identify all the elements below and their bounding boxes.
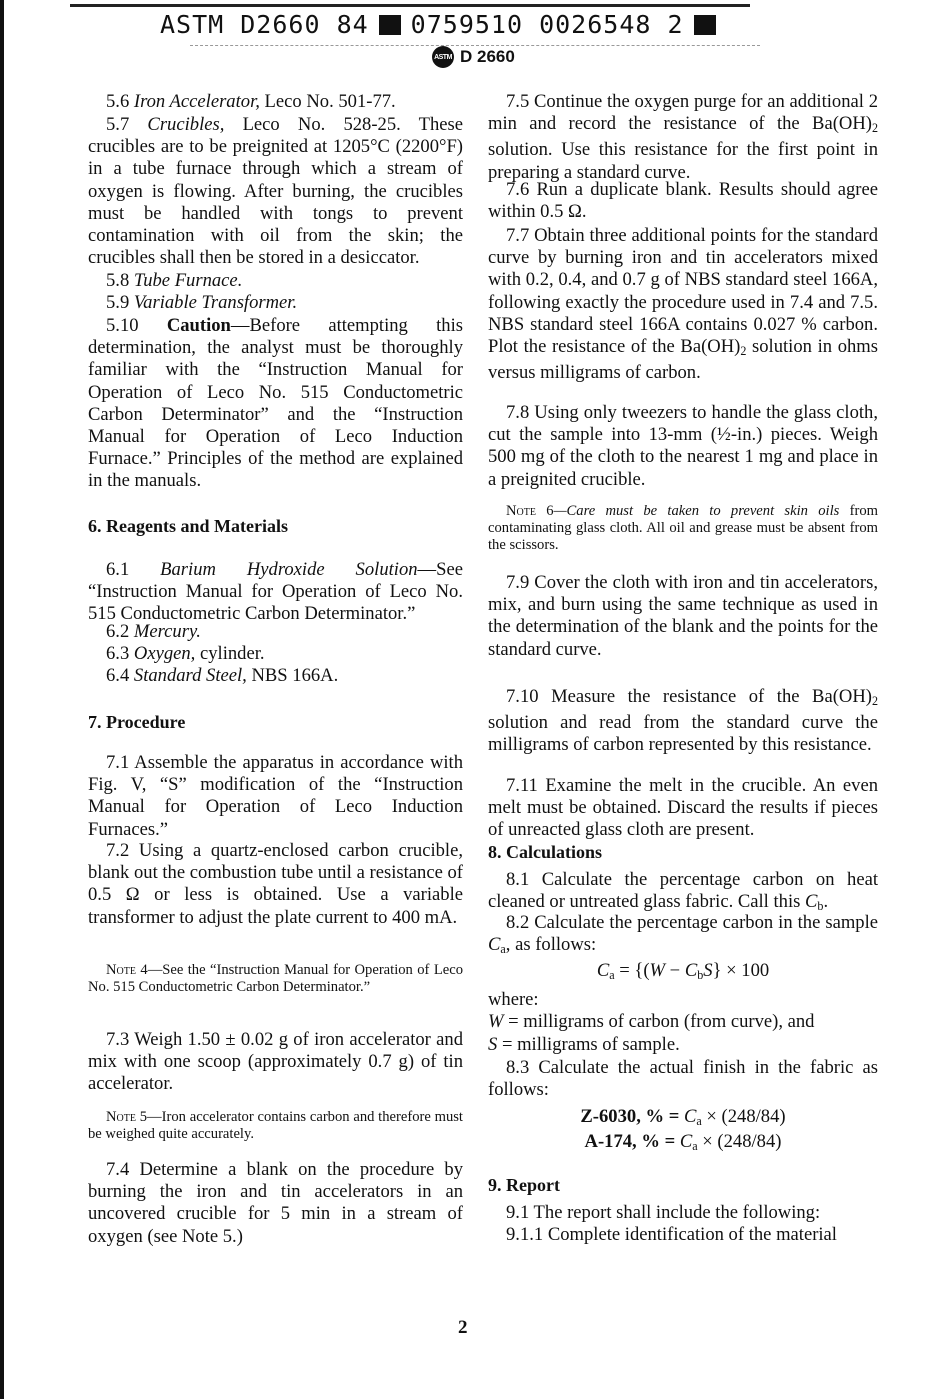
- text-run: C: [805, 891, 818, 913]
- text-run: Mercury.: [133, 621, 201, 642]
- text-run: solution in ohms versus milligrams of carbon.: [488, 336, 878, 384]
- text-run: W: [649, 960, 666, 981]
- text-run: 7.9 Cover the cloth with iron and tin accelerators, mix, and burn using the same technique as used in the determination of the blank and the points for the standard curve.: [488, 572, 878, 660]
- text-run: 2: [871, 121, 878, 136]
- text-run: 8.2 Calculate the percentage carbon in the sample: [506, 912, 878, 933]
- text-run: 7.1 Assemble the apparatus in accordance with Fig. V, “S” modification of the “Instruction Manual for Operation of Leco Induction Furnaces.”: [88, 752, 463, 840]
- top-rule: [70, 4, 750, 7]
- text-run: × (248/84): [701, 1106, 786, 1127]
- paragraph: [488, 225, 878, 384]
- paragraph: [88, 1159, 463, 1248]
- text-run: NBS 166A.: [246, 665, 339, 686]
- text-run: 8.1 Calculate the percentage carbon on heat cleaned or untreated glass fabric. Call this: [488, 869, 878, 913]
- paragraph: [488, 572, 878, 661]
- text-run: 5.6: [106, 91, 134, 112]
- paragraph: [88, 1029, 463, 1096]
- text-run: 9.1.1 Complete identification of the material: [506, 1224, 837, 1245]
- header-stamp: [160, 10, 726, 39]
- text-run: } × 100: [712, 960, 770, 981]
- text-run: 7.7 Obtain three additional points for the standard curve by burning iron and tin accelerators mixed with 0.2, 0.4, and 0.7 g of NBS standard steel 166A, following exactly the procedure used in 7.4 and 7.5. NBS standard steel 166A contains 0.027 % carbon. Plot the resistance of the Ba(OH): [488, 225, 878, 358]
- text-run: a: [696, 1114, 702, 1129]
- text-run: = milligrams of carbon (from curve), and: [503, 1011, 815, 1032]
- paragraph: [88, 665, 463, 687]
- text-run: b: [817, 899, 824, 914]
- formula: [488, 1131, 878, 1157]
- text-run: where:: [488, 989, 539, 1010]
- text-run: 7.5 Continue the oxygen purge for an additional 2 min and record the resistance of the Ba(OH): [488, 91, 878, 135]
- text-run: Oxygen,: [133, 643, 196, 664]
- designation: D 2660: [460, 47, 515, 66]
- text-run: —Care must be taken to prevent skin oils: [553, 503, 840, 519]
- text-run: —See “Instruction Manual for Operation of Leco No. 515 Conductometric Carbon Determinator.”: [88, 559, 463, 625]
- paragraph: [488, 869, 878, 917]
- stamp-text-1: ASTM D2660 84: [160, 10, 369, 39]
- text-run: 2: [740, 344, 747, 359]
- paragraph: [88, 292, 463, 314]
- text-run: 5.10: [106, 315, 167, 336]
- paragraph: [88, 114, 463, 269]
- note: [88, 1109, 463, 1143]
- paragraph: [88, 270, 463, 292]
- text-run: 9. Report: [488, 1175, 560, 1195]
- section-heading: [88, 711, 463, 733]
- section-heading: [488, 841, 878, 863]
- text-run: Tube Furnace.: [133, 270, 243, 291]
- text-run: Note 5: [106, 1109, 148, 1125]
- text-run: solution. Use this resistance for the first point in preparing a standard curve.: [488, 139, 878, 183]
- text-run: 7.4 Determine a blank on the procedure by burning the iron and tin accelerators in an uncovered crucible for 5 min in a stream of oxygen (see Note 5.): [88, 1159, 463, 1247]
- paragraph: [88, 621, 463, 643]
- text-run: 7.6 Run a duplicate blank. Results should agree within 0.5 Ω.: [488, 179, 878, 223]
- stamp-block-mark: [379, 15, 401, 35]
- text-run: C: [679, 1131, 693, 1152]
- text-run: C: [683, 1106, 697, 1127]
- section-heading: [88, 515, 463, 537]
- text-run: = milligrams of sample.: [497, 1034, 680, 1055]
- text-run: cylinder.: [195, 643, 265, 664]
- text-run: a: [500, 942, 506, 957]
- text-run: .: [823, 891, 829, 913]
- text-run: Note 4: [106, 962, 148, 978]
- text-run: 9.1 The report shall include the following:: [506, 1202, 821, 1223]
- text-run: × (248/84): [697, 1131, 782, 1152]
- text-run: —Iron accelerator contains carbon and therefore must be weighed quite accurately.: [88, 1109, 463, 1142]
- running-header: [432, 46, 515, 68]
- text-run: 5.7: [106, 114, 148, 135]
- text-run: 7.10 Measure the resistance of the Ba(OH): [506, 686, 872, 707]
- text-run: 8.3 Calculate the actual finish in the fabric as follows:: [488, 1057, 878, 1101]
- text-run: Leco No. 528-25. These crucibles are to be preignited at 1205°C (2200°F) in a tube furnace through which a stream of oxygen is flowing. After burning, the crucibles must be handled with tongs to prevent contamination with oil from the skin; the crucibles shall then be stored in a desiccator.: [88, 114, 464, 269]
- text-run: C: [684, 960, 698, 981]
- text-run: 7.3 Weigh 1.50 ± 0.02 g of iron accelerator and mix with one scoop (approximately 0.7 g) of tin accelerator.: [88, 1029, 463, 1095]
- text-run: A-174, % =: [584, 1131, 680, 1152]
- text-run: solution and read from the standard curve the milligrams of carbon represented by this resistance.: [488, 712, 878, 756]
- paragraph: [88, 840, 463, 929]
- text-run: 2: [871, 694, 878, 709]
- text-run: 5.9: [106, 292, 134, 313]
- paragraph: [488, 1011, 878, 1033]
- text-run: W: [488, 1011, 504, 1032]
- text-run: Iron Accelerator,: [133, 91, 260, 112]
- paragraph: [488, 91, 878, 184]
- text-run: 7.8 Using only tweezers to handle the glass cloth, cut the sample into 13-mm (½-in.) pieces. Weigh 500 mg of the cloth to the nearest 1 mg and place in a preignited crucible.: [488, 402, 878, 490]
- stamp-block-mark: [694, 15, 716, 35]
- text-run: 7. Procedure: [88, 712, 186, 732]
- text-run: 6.2: [106, 621, 134, 642]
- paragraph: [88, 91, 463, 113]
- text-run: S: [488, 1034, 498, 1055]
- paragraph: [488, 912, 878, 960]
- text-run: 6.4: [106, 665, 134, 686]
- text-run: 8. Calculations: [488, 842, 603, 862]
- formula: [488, 1106, 878, 1132]
- text-run: a: [692, 1139, 698, 1154]
- paragraph: [488, 179, 878, 223]
- text-run: b: [697, 968, 704, 983]
- text-run: C: [488, 934, 501, 956]
- paragraph: [88, 643, 463, 665]
- paragraph: [488, 1224, 878, 1246]
- paragraph: [88, 752, 463, 841]
- text-run: 7.2 Using a quartz-enclosed carbon crucible, blank out the combustion tube until a resistance of 0.5 Ω or less is obtained. Use a variable transformer to adjust the plate current to 400 mA.: [88, 840, 463, 928]
- note: [88, 962, 463, 996]
- stamp-text-2: 0759510 0026548 2: [410, 10, 684, 39]
- text-run: S: [703, 960, 713, 981]
- paragraph: [488, 775, 878, 842]
- paragraph: [488, 1057, 878, 1101]
- page-number: 2: [458, 1317, 468, 1338]
- text-run: Z-6030, % =: [580, 1106, 684, 1127]
- text-run: −: [665, 960, 685, 981]
- text-run: a: [609, 968, 615, 983]
- text-run: Barium Hydroxide Solution: [160, 559, 418, 580]
- text-run: from contaminating glass cloth. All oil and grease must be absent from the scissors.: [488, 503, 878, 553]
- text-run: Caution: [166, 315, 231, 336]
- paragraph: [488, 402, 878, 491]
- text-run: Leco No. 501-77.: [259, 91, 396, 112]
- text-run: 6. Reagents and Materials: [88, 516, 288, 536]
- text-run: Crucibles,: [147, 114, 225, 135]
- paragraph: [488, 989, 878, 1011]
- text-run: 5.8: [106, 270, 134, 291]
- text-run: , as follows:: [505, 934, 597, 956]
- text-run: Standard Steel,: [133, 665, 247, 686]
- text-run: 6.3: [106, 643, 134, 664]
- text-run: —See the “Instruction Manual for Operation of Leco No. 515 Conductometric Carbon Determinator.”: [88, 962, 463, 995]
- paragraph: [488, 1202, 878, 1224]
- formula: [488, 960, 878, 986]
- text-run: Variable Transformer.: [133, 292, 298, 313]
- paragraph: [488, 1034, 878, 1056]
- text-run: —Before attempting this determination, the analyst must be thoroughly familiar with the “Instruction Manual for Operation of Leco No. 515 Conductometric Carbon Determinator” and the “Instruction Manual for Operation of Leco Induction Furnace.” Principles of the method are explained in the manuals.: [88, 315, 463, 492]
- section-heading: [488, 1174, 878, 1196]
- text-run: Note 6: [506, 503, 554, 519]
- scan-edge: [0, 0, 4, 1399]
- paragraph: [88, 315, 463, 493]
- text-run: 6.1: [106, 559, 161, 580]
- paragraph: [488, 686, 878, 757]
- paragraph: [88, 559, 463, 626]
- note: [488, 503, 878, 553]
- text-run: C: [596, 960, 610, 981]
- text-run: 7.11 Examine the melt in the crucible. An even melt must be obtained. Discard the results if pieces of unreacted glass cloth are present.: [488, 775, 878, 841]
- text-run: = {(: [614, 960, 650, 981]
- astm-logo-icon: ASTM: [432, 46, 454, 68]
